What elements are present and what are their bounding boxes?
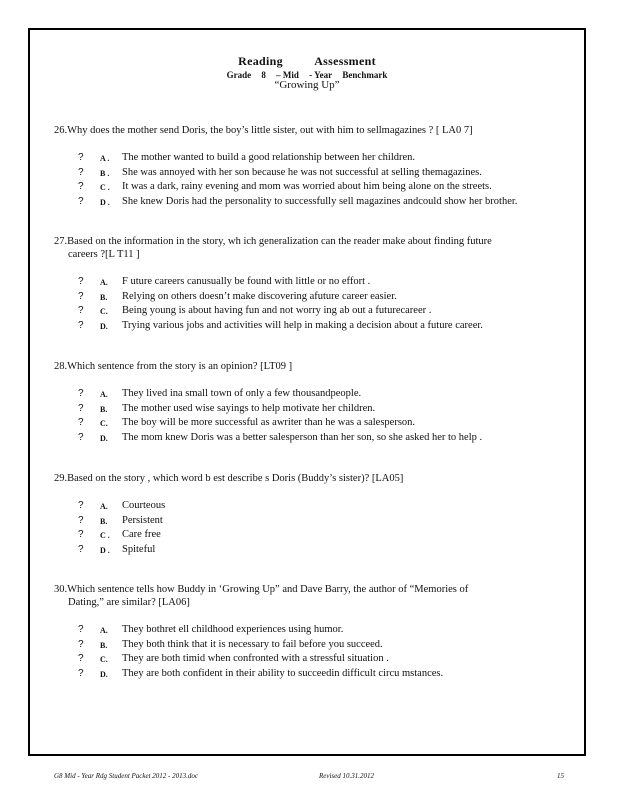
question-mark-icon: ? xyxy=(78,402,84,414)
option-letter: B. xyxy=(100,292,108,302)
header-title-reading: Reading xyxy=(238,54,283,68)
option-text: The mother wanted to build a good relationship between her children. xyxy=(122,152,416,163)
option-text: They lived ina small town of only a few thousandpeople. xyxy=(122,388,362,399)
question-stem-line2: careers ?[L T11 ] xyxy=(68,249,140,260)
question-mark-icon: ? xyxy=(78,667,84,679)
option-letter: B . xyxy=(100,168,110,178)
option-letter: A. xyxy=(100,626,108,635)
question-stem-line1: 28.Which sentence from the story is an opinion? [LT09 ] xyxy=(54,361,293,372)
answer-option-c[interactable] xyxy=(78,180,564,195)
question-26 xyxy=(54,124,564,209)
answer-options xyxy=(54,623,564,681)
header-grade-label: Grade xyxy=(226,70,252,80)
question-stem xyxy=(54,235,564,261)
answer-option-d[interactable] xyxy=(78,667,564,682)
option-letter: D . xyxy=(100,197,110,207)
answer-option-d[interactable] xyxy=(78,195,564,210)
answer-option-b[interactable] xyxy=(78,402,564,417)
option-text: The boy will be more successful as awriter than he was a salesperson. xyxy=(122,417,416,428)
header-benchmark: Benchmark xyxy=(342,70,388,80)
option-text: Relying on others doesn’t make discovering afuture career easier. xyxy=(122,290,397,302)
answer-option-b[interactable] xyxy=(78,514,564,529)
option-text: It was a dark, rainy evening and mom was worried about him being alone on the streets. xyxy=(122,181,492,192)
question-mark-icon: ? xyxy=(78,181,84,192)
question-stem-line1: 29.Based on the story , which word b est describe s Doris (Buddy’s sister)? [LA05] xyxy=(54,473,404,484)
answer-option-b[interactable] xyxy=(78,290,564,305)
option-letter: A. xyxy=(100,390,108,399)
answer-options xyxy=(54,151,564,209)
answer-option-a[interactable] xyxy=(78,499,564,514)
header-grade-number: 8 xyxy=(261,70,266,80)
option-text: They are both confident in their ability to succeedin difficult circu mstances. xyxy=(122,667,444,679)
option-text: Persistent xyxy=(122,514,163,526)
option-text: Spiteful xyxy=(122,543,156,555)
question-mark-icon: ? xyxy=(78,514,84,526)
question-28 xyxy=(54,360,564,445)
option-letter: B. xyxy=(100,640,108,650)
footer-revised: Revised 10.31.2012 xyxy=(319,772,375,780)
answer-option-a[interactable] xyxy=(78,623,564,638)
question-mark-icon: ? xyxy=(78,290,84,302)
option-letter: C. xyxy=(100,307,108,316)
question-mark-icon: ? xyxy=(78,638,84,650)
question-mark-icon: ? xyxy=(78,624,84,635)
question-stem-line1: 27.Based on the information in the story, wh ich generalization can the reader make about finding future xyxy=(54,236,492,247)
question-29 xyxy=(54,472,564,557)
option-letter: D. xyxy=(100,433,108,443)
question-stem xyxy=(54,124,564,137)
question-mark-icon: ? xyxy=(78,319,84,331)
question-mark-icon: ? xyxy=(78,152,84,163)
answer-option-d[interactable] xyxy=(78,543,564,558)
footer-filename: G8 Mid - Year Rdg Student Packet 2012 - 2013.doc xyxy=(54,772,198,780)
question-mark-icon: ? xyxy=(78,543,84,555)
header-title xyxy=(30,54,584,69)
page-footer xyxy=(54,772,564,780)
answer-options xyxy=(54,499,564,557)
header-title-assessment: Assessment xyxy=(314,54,376,68)
question-stem xyxy=(54,360,564,373)
question-mark-icon: ? xyxy=(78,276,84,287)
story-title: “Growing Up” xyxy=(274,79,340,91)
question-stem-line1: 30.Which sentence tells how Buddy in ‘Growing Up” and Dave Barry, the author of “Memories of xyxy=(54,584,469,595)
question-mark-icon: ? xyxy=(78,653,84,664)
option-text: She was annoyed with her son because he was not successful at selling themagazines. xyxy=(122,166,482,178)
question-mark-icon: ? xyxy=(78,166,84,178)
option-letter: B. xyxy=(100,516,108,526)
answer-option-d[interactable] xyxy=(78,319,564,334)
question-mark-icon: ? xyxy=(78,388,84,399)
option-text: They are both timid when confronted with a stressful situation . xyxy=(122,653,389,664)
answer-option-b[interactable] xyxy=(78,638,564,653)
answer-option-c[interactable] xyxy=(78,304,564,319)
option-text: The mother used wise sayings to help motivate her children. xyxy=(122,402,376,414)
option-text: Being young is about having fun and not worry ing ab out a futurecareer . xyxy=(122,305,432,316)
answer-options xyxy=(54,387,564,445)
document-header xyxy=(30,54,584,91)
option-text: She knew Doris had the personality to successfully sell magazines andcould show her brother. xyxy=(122,195,518,207)
option-letter: D. xyxy=(100,669,108,679)
option-letter: A. xyxy=(100,502,108,511)
answer-option-a[interactable] xyxy=(78,151,564,166)
question-mark-icon: ? xyxy=(78,195,84,207)
answer-option-b[interactable] xyxy=(78,166,564,181)
option-letter: A. xyxy=(100,278,108,287)
question-mark-icon: ? xyxy=(78,500,84,511)
question-mark-icon: ? xyxy=(78,529,84,540)
option-letter: B. xyxy=(100,404,108,414)
answer-options xyxy=(54,275,564,333)
option-text: Care free xyxy=(122,529,161,540)
page-frame xyxy=(28,28,586,780)
option-letter: C . xyxy=(100,183,110,192)
footer-page-number: 15 xyxy=(557,772,564,780)
answer-option-c[interactable] xyxy=(78,652,564,667)
header-year: - Year xyxy=(309,70,333,80)
answer-option-a[interactable] xyxy=(78,387,564,402)
answer-option-a[interactable] xyxy=(78,275,564,290)
question-stem xyxy=(54,583,564,609)
question-27 xyxy=(54,235,564,333)
option-letter: C. xyxy=(100,419,108,428)
question-30 xyxy=(54,583,564,681)
option-text: Trying various jobs and activities will help in making a decision about a future career. xyxy=(122,319,483,331)
option-text: They both think that it is necessary to fail before you succeed. xyxy=(122,638,383,650)
option-letter: C . xyxy=(100,531,110,540)
question-stem-line1: 26.Why does the mother send Doris, the boy’s little sister, out with him to sellmagazines ? [ LA0 7] xyxy=(54,125,473,136)
option-letter: D . xyxy=(100,545,110,555)
option-text: They bothret ell childhood experiences using humor. xyxy=(122,624,344,635)
question-mark-icon: ? xyxy=(78,431,84,443)
question-stem-line2: Dating,” are similar? [LA06] xyxy=(68,597,190,608)
option-letter: D. xyxy=(100,321,108,331)
question-stem xyxy=(54,472,564,485)
option-letter: A . xyxy=(100,154,110,163)
option-text: F uture careers canusually be found with little or no effort . xyxy=(122,276,371,287)
answer-option-c[interactable] xyxy=(78,528,564,543)
option-letter: C. xyxy=(100,655,108,664)
header-mid: – Mid xyxy=(276,70,299,80)
option-text: Courteous xyxy=(122,500,166,511)
answer-option-d[interactable] xyxy=(78,431,564,446)
question-mark-icon: ? xyxy=(78,417,84,428)
question-mark-icon: ? xyxy=(78,305,84,316)
answer-option-c[interactable] xyxy=(78,416,564,431)
option-text: The mom knew Doris was a better salesperson than her son, so she asked her to help . xyxy=(122,431,483,443)
